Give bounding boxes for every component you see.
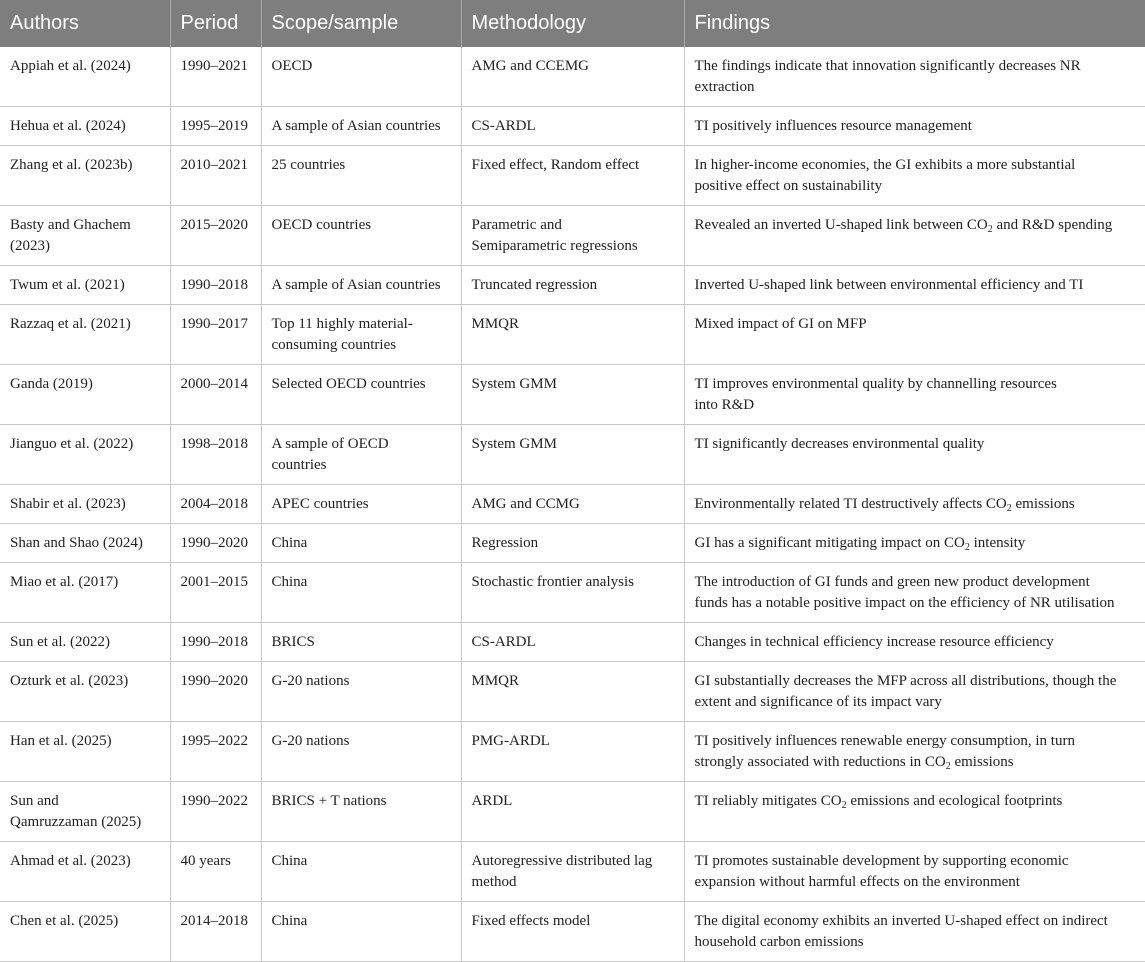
cell-scope: OECD countries xyxy=(261,206,461,266)
table-row xyxy=(0,47,1145,107)
cell-methodology: Stochastic frontier analysis xyxy=(461,563,684,623)
cell-scope: Selected OECD countries xyxy=(261,365,461,425)
cell-findings xyxy=(684,902,1145,962)
cell-methodology: ARDL xyxy=(461,782,684,842)
cell-authors: Ganda (2019) xyxy=(0,365,170,425)
table-row xyxy=(0,365,1145,425)
findings-line: positive effect on sustainability xyxy=(694,177,883,194)
header-scope: Scope/sample xyxy=(261,0,461,47)
methodology-line: Autoregressive distributed lag xyxy=(471,853,653,869)
cell-period: 2014–2018 xyxy=(170,902,261,962)
cell-scope: BRICS + T nations xyxy=(261,782,461,842)
cell-methodology: System GMM xyxy=(461,425,684,485)
cell-scope: A sample of Asian countries xyxy=(261,266,461,305)
cell-authors: Ozturk et al. (2023) xyxy=(0,662,170,722)
findings-text: strongly associated with reductions in CO xyxy=(694,753,946,770)
cell-findings xyxy=(684,365,1145,425)
findings-line: TI positively influences resource management xyxy=(694,118,972,134)
findings-line: The introduction of GI funds and green new product development xyxy=(694,574,1090,590)
cell-scope: 25 countries xyxy=(261,146,461,206)
cell-scope: China xyxy=(261,524,461,563)
cell-period: 1990–2018 xyxy=(170,623,261,662)
cell-methodology: Fixed effects model xyxy=(461,902,684,962)
cell-scope: OECD xyxy=(261,47,461,107)
findings-line: TI significantly decreases environmental quality xyxy=(694,436,985,452)
findings-line: TI positively influences renewable energy consumption, in turn xyxy=(694,733,1075,749)
table-row xyxy=(0,722,1145,782)
cell-period: 1995–2022 xyxy=(170,722,261,782)
header-row xyxy=(0,0,1145,47)
subscript: 2 xyxy=(945,760,951,772)
findings-text: emissions and ecological footprints xyxy=(846,793,1063,809)
table-row xyxy=(0,662,1145,722)
methodology-line: Parametric and xyxy=(471,217,562,233)
cell-scope: China xyxy=(261,563,461,623)
cell-scope: APEC countries xyxy=(261,485,461,524)
cell-scope xyxy=(261,425,461,485)
cell-authors: Sun et al. (2022) xyxy=(0,623,170,662)
header-authors: Authors xyxy=(0,0,170,47)
cell-methodology xyxy=(461,842,684,902)
findings-text: and R&D spending xyxy=(992,217,1113,233)
header-period: Period xyxy=(170,0,261,47)
table-row xyxy=(0,524,1145,563)
cell-period: 1990–2018 xyxy=(170,266,261,305)
cell-authors xyxy=(0,206,170,266)
cell-methodology: Fixed effect, Random effect xyxy=(461,146,684,206)
cell-findings xyxy=(684,107,1145,146)
cell-authors: Chen et al. (2025) xyxy=(0,902,170,962)
cell-scope: G-20 nations xyxy=(261,662,461,722)
header-methodology: Methodology xyxy=(461,0,684,47)
scope-line: countries xyxy=(271,456,327,473)
cell-period: 1998–2018 xyxy=(170,425,261,485)
cell-scope: A sample of Asian countries xyxy=(261,107,461,146)
cell-findings xyxy=(684,485,1145,524)
cell-findings xyxy=(684,305,1145,365)
cell-scope: BRICS xyxy=(261,623,461,662)
table-row xyxy=(0,107,1145,146)
cell-period: 2001–2015 xyxy=(170,563,261,623)
methodology-line: method xyxy=(471,873,517,890)
cell-period: 40 years xyxy=(170,842,261,902)
cell-period: 2004–2018 xyxy=(170,485,261,524)
findings-text: TI reliably mitigates CO xyxy=(694,793,842,809)
cell-scope: China xyxy=(261,842,461,902)
cell-authors: Twum et al. (2021) xyxy=(0,266,170,305)
cell-period: 2000–2014 xyxy=(170,365,261,425)
authors-line: Basty and Ghachem xyxy=(10,217,131,233)
findings-text: intensity xyxy=(969,535,1026,551)
cell-findings xyxy=(684,842,1145,902)
cell-scope: China xyxy=(261,902,461,962)
table-row xyxy=(0,782,1145,842)
findings-line: Changes in technical efficiency increase resource efficiency xyxy=(694,634,1054,650)
scope-line: Top 11 highly material- xyxy=(271,316,413,332)
authors-line: Sun and xyxy=(10,793,59,809)
findings-text: GI has a significant mitigating impact on CO xyxy=(694,535,965,551)
cell-authors: Appiah et al. (2024) xyxy=(0,47,170,107)
cell-authors: Shan and Shao (2024) xyxy=(0,524,170,563)
cell-methodology: MMQR xyxy=(461,662,684,722)
cell-methodology: CS-ARDL xyxy=(461,623,684,662)
cell-findings xyxy=(684,662,1145,722)
cell-methodology: AMG and CCEMG xyxy=(461,47,684,107)
findings-line: household carbon emissions xyxy=(694,933,864,950)
cell-authors: Jianguo et al. (2022) xyxy=(0,425,170,485)
table-row xyxy=(0,206,1145,266)
cell-period: 1990–2022 xyxy=(170,782,261,842)
cell-methodology xyxy=(461,206,684,266)
table-row xyxy=(0,305,1145,365)
findings-line: into R&D xyxy=(694,396,755,413)
findings-line: TI improves environmental quality by channelling resources xyxy=(694,376,1057,392)
cell-findings xyxy=(684,47,1145,107)
cell-methodology: PMG-ARDL xyxy=(461,722,684,782)
cell-methodology: MMQR xyxy=(461,305,684,365)
methodology-line: Semiparametric regressions xyxy=(471,237,638,254)
findings-line: The findings indicate that innovation significantly decreases NR xyxy=(694,58,1081,74)
findings-line: The digital economy exhibits an inverted U-shaped effect on indirect xyxy=(694,913,1108,929)
cell-methodology: Truncated regression xyxy=(461,266,684,305)
cell-methodology: System GMM xyxy=(461,365,684,425)
table-row xyxy=(0,485,1145,524)
cell-authors: Han et al. (2025) xyxy=(0,722,170,782)
findings-line: Inverted U-shaped link between environmental efficiency and TI xyxy=(694,277,1084,293)
cell-findings xyxy=(684,425,1145,485)
subscript: 2 xyxy=(1006,503,1012,514)
table-row xyxy=(0,425,1145,485)
findings-line: TI promotes sustainable development by supporting economic xyxy=(694,853,1069,869)
findings-line: extent and significance of its impact vary xyxy=(694,693,942,710)
table-row xyxy=(0,146,1145,206)
cell-findings xyxy=(684,782,1145,842)
cell-findings xyxy=(684,524,1145,563)
table-row xyxy=(0,266,1145,305)
table-row xyxy=(0,902,1145,962)
cell-authors: Zhang et al. (2023b) xyxy=(0,146,170,206)
table-row xyxy=(0,563,1145,623)
subscript: 2 xyxy=(964,542,970,553)
cell-methodology: AMG and CCMG xyxy=(461,485,684,524)
scope-line: consuming countries xyxy=(271,336,397,353)
table-row xyxy=(0,623,1145,662)
scope-line: A sample of OECD xyxy=(271,436,389,452)
findings-line: funds has a notable positive impact on the efficiency of NR utilisation xyxy=(694,594,1115,611)
findings-text: emissions xyxy=(1011,496,1075,512)
header-findings: Findings xyxy=(684,0,1145,47)
cell-period: 1995–2019 xyxy=(170,107,261,146)
cell-authors: Hehua et al. (2024) xyxy=(0,107,170,146)
cell-authors: Shabir et al. (2023) xyxy=(0,485,170,524)
findings-line: expansion without harmful effects on the environment xyxy=(694,873,1020,890)
findings-line: extraction xyxy=(694,78,755,95)
findings-line: Mixed impact of GI on MFP xyxy=(694,316,867,332)
cell-authors xyxy=(0,782,170,842)
cell-authors: Razzaq et al. (2021) xyxy=(0,305,170,365)
cell-scope: G-20 nations xyxy=(261,722,461,782)
subscript: 2 xyxy=(841,800,847,811)
cell-methodology: CS-ARDL xyxy=(461,107,684,146)
authors-line: Qamruzzaman (2025) xyxy=(10,813,142,830)
subscript: 2 xyxy=(987,224,993,235)
cell-authors: Miao et al. (2017) xyxy=(0,563,170,623)
findings-text: emissions xyxy=(950,753,1014,770)
findings-line: In higher-income economies, the GI exhibits a more substantial xyxy=(694,157,1076,173)
cell-methodology: Regression xyxy=(461,524,684,563)
cell-period: 1990–2017 xyxy=(170,305,261,365)
cell-findings xyxy=(684,623,1145,662)
cell-findings xyxy=(684,563,1145,623)
findings-line: GI substantially decreases the MFP across all distributions, though the xyxy=(694,673,1117,689)
cell-findings xyxy=(684,146,1145,206)
cell-period: 1990–2020 xyxy=(170,524,261,563)
cell-period: 1990–2020 xyxy=(170,662,261,722)
cell-period: 2015–2020 xyxy=(170,206,261,266)
cell-period: 2010–2021 xyxy=(170,146,261,206)
findings-text: Revealed an inverted U-shaped link between CO xyxy=(694,217,988,233)
authors-line: (2023) xyxy=(10,237,50,254)
cell-findings xyxy=(684,206,1145,266)
cell-scope xyxy=(261,305,461,365)
cell-findings xyxy=(684,266,1145,305)
cell-findings xyxy=(684,722,1145,782)
findings-text: Environmentally related TI destructively affects CO xyxy=(694,496,1007,512)
table-row xyxy=(0,842,1145,902)
cell-authors: Ahmad et al. (2023) xyxy=(0,842,170,902)
cell-period: 1990–2021 xyxy=(170,47,261,107)
